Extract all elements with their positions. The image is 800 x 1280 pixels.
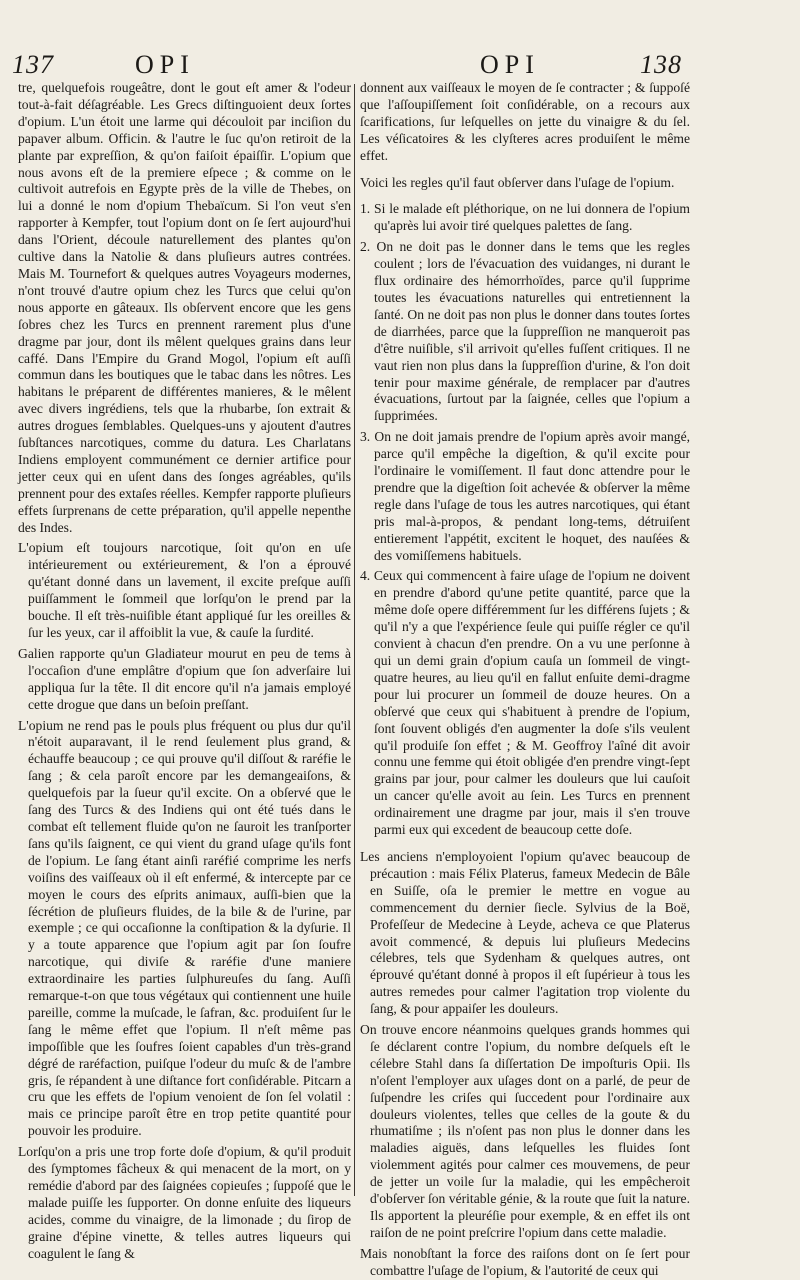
paragraph: Lorſqu'on a pris une trop forte doſe d'opium, & qu'il produit des ſymptomes fâcheux & qui menacent de la mort, on y remédie d'abord par des ſaignées copieuſes ; ſuppoſé que le malade puiſſe les ſupporter. On donne enſuite des liqueurs acides, comme du vinaigre, de la limonade ; du ſirop de graine d'épine vinette, & telles autres liqueurs qui coagulent le ſang & <box>18 1144 351 1261</box>
paragraph: tre, quelquefois rougeâtre, dont le gout eſt amer & l'odeur tout-à-fait déſagréable. Les Grecs diſtinguoient deux ſortes d'opium. L'un étoit une larme qui découloit par inciſion du papaver album. Officin. & l'autre le ſuc qu'on retiroit de la plante par expreſſion, & qu'on faiſoit épaiſſir. L'opium que nous avons eſt de la premiere eſpece ; & comme on le cultivoit autrefois en Egypte près de la ville de Thebes, on lui a donné le nom d'opium Thebaïcum. Si l'on veut s'en rapporter à Kempfer, tout l'opium dont on ſe ſert aujourd'hui dans l'Orient, découle naturellement des plantes qu'on cultive dans la Natolie & dans pluſieurs autres contrées. Mais M. Tournefort & quelques autres Voyageurs modernes, n'ont trouvé d'autre opium chez les Turcs que celui qu'on nous apporte en gâteaux. Ils obſervent encore que les gens ſobres chez les Turcs en prennent rarement plus d'une dragme par jour, dont ils mêlent quelques grains dans leur caffé. Dans l'Empire du Grand Mogol, l'opium eſt auſſi commun dans les boutiques que le tabac dans les nôtres. Les habitans le préparent de différentes manieres, & le mêlent avec divers ingrédiens, tels que la rhubarbe, ſon extrait & autres drogues ſemblables. Quelques-uns y ajoutent d'autres ſubſtances narcotiques, comme du datura. Les Charlatans Indiens employent communément ce dernier artifice pour jetter ceux qui en uſent dans des ſonges agréables, qu'ils prennent pour des extaſes réelles. Kempfer rapporte pluſieurs effets ſurprenans de cette préparation, qu'il appelle nepenthe des Indes. <box>18 80 351 535</box>
page-number-left: 137 <box>12 50 54 79</box>
paragraph: L'opium eſt toujours narcotique, ſoit qu'on en uſe intérieurement ou extérieurement, & l'on a éprouvé qu'étant donné dans un lavement, il excite preſque auſſi puiſſamment le ſommeil que lorſqu'on le prend par la bouche. Il eſt très-nuiſible étant appliqué ſur les oreilles & ſur les yeux, car il affoiblit la vue, & cauſe la ſurdité. <box>18 540 351 640</box>
headword-right: OPI <box>480 50 540 79</box>
page-number-right: 138 <box>640 50 682 79</box>
right-column <box>360 80 690 1278</box>
column-divider <box>354 84 355 1196</box>
running-header <box>0 50 800 82</box>
paragraph: Les anciens n'employoient l'opium qu'avec beaucoup de précaution : mais Félix Platerus, fameux Medecin de Bâle en Suiſſe, oſa le premier le mettre en vogue au commencement du dernier ſiecle. Sylvius de la Boë, Profeſſeur de Medecine à Leyde, acheva ce que Platerus avoit commencé, & depuis lui pluſieurs Medecins célebres, tels que Sydenham & quelques autres, ont éprouvé qu'étant donné à propos il eſt ſupérieur à tous les autres remedes pour calmer l'agitation trop violente du ſang, & pour appaiſer les douleurs. <box>360 848 690 1017</box>
headword-left: OPI <box>135 50 195 79</box>
numbered-rule: 3. On ne doit jamais prendre de l'opium après avoir mangé, parce qu'il empêche la digeſtion, & qu'il excite pour l'ordinaire le vomiſſement. Il faut donc attendre pour le prendre que la digeſtion ſoit achevée & obſerver la même regle dans l'uſage de tous les autres narcotiques, qui étant pris mal-à-propos, & pendant long-tems, détruiſent entierement l'appétit, excitent le hoquet, des nauſées & des vomiſſemens habituels. <box>360 429 690 563</box>
numbered-rule: 1. Si le malade eſt pléthorique, on ne lui donnera de l'opium qu'après lui avoir tiré quelques palettes de ſang. <box>360 201 690 234</box>
left-column <box>18 80 351 1261</box>
paragraph: donnent aux vaiſſeaux le moyen de ſe contracter ; & ſuppoſé que l'aſſoupiſſement ſoit conſidérable, on a recours aux ſcarifications, ſur leſquelles on jette du vinaigre & du ſel. Les véſicatoires & les clyſteres acres produiſent le même effet. <box>360 80 690 163</box>
numbered-rule: 4. Ceux qui commencent à faire uſage de l'opium ne doivent en prendre d'abord qu'une petite quantité, parce que la même doſe opere différemment ſur les différens ſujets ; & qu'il n'y a que l'expérience ſeule qui puiſſe régler ce qu'il convient à chacun d'en prendre. On a vu une perſonne à qui un demi grain d'opium cauſa un ſommeil de vingt-quatre heures, au lieu qu'il en fallut enſuite demi-dragme pour lui procurer un ſommeil de douze heures. On a obſervé que ceux qui s'habituent à prendre de l'opium, ſont ſouvent obligés d'en augmenter la doſe s'ils veulent qu'il produiſe ſon effet ; & M. Geoffroy l'aîné dit avoir connu une femme qui étoit obligée d'en prendre vingt-ſept grains par jour, pour calmer les douleurs que lui cauſoit un cancer qu'elle avoit au ſein. Les Turcs en prennent ordinairement une dragme par jour, mais il s'en trouve parmi eux qui excedent de beaucoup cette doſe. <box>360 568 690 838</box>
numbered-rule: 2. On ne doit pas le donner dans le tems que les regles coulent ; lors de l'évacuation des vuidanges, ni durant le flux ordinaire des hémorrhoïdes, parce qu'il ſupprime toutes les évacuations naturelles qui entretiennent la ſanté. On ne doit pas non plus le donner dans toutes ſortes de diarrhées, parce que la ſuppreſſion ne manqueroit pas d'être nuiſible, s'il arrivoit qu'elles fuſſent critiques. Il ne vaut rien non plus dans la ſuppreſſion d'urine, & l'on doit tenir pour maxime générale, de remplacer par d'autres évacuations, ſurtout par la ſaignée, celles que l'opium a ſupprimées. <box>360 239 690 424</box>
paragraph: Voici les regles qu'il faut obſerver dans l'uſage de l'opium. <box>360 174 675 190</box>
paragraph: L'opium ne rend pas le pouls plus fréquent ou plus dur qu'il n'étoit auparavant, il le rend ſeulement plus grand, & échauffe beaucoup ; ce qui prouve qu'il diſſout & raréfie le ſang ; & cela paroît encore par les demangeaiſons, & quelquefois par la ſueur qu'il excite. On a obſervé que le ſang des Turcs & des Indiens qui ont été tués dans le combat eſt tellement fluide qu'on ne ſauroit les tranſporter ſans qu'ils ſaignent, ce qui vient du grand uſage qu'ils font de l'opium. Le ſang étant ainſi raréfié comprime les nerfs voiſins des vaiſſeaux où il eſt enfermé, & intercepte par ce moyen le cours des eſprits animaux, auſſi-bien que la ſécrétion de pluſieurs fluides, de la bile & de l'urine, par exemple ; ce qui occaſionne la conſtipation & la dyſurie. Il y a toute apparence que l'opium agit par ſon ſoufre narcotique, qui diviſe & raréfie d'une maniere extraordinaire les parties ſulphureuſes du ſang. Auſſi remarque-t-on que tous végétaux qui contiennent une huile pareille, comme la muſcade, le ſafran, &c. produiſent ſur le ſang le même effet que l'opium. Il n'eſt même pas impoſſible que les ſoufres ſoient capables d'un très-grand dégré de raréfaction, puiſque l'odeur du muſc & de l'ambre gris, ſe répandent à une diſtance fort conſidérable. Pitcarn a cru que les effets de l'opium venoient de ſon ſel volatil : mais ce principe paroît être en trop petite quantité pour pouvoir les produire. <box>18 717 351 1139</box>
paragraph: Mais nonobſtant la force des raiſons dont on ſe ſert pour combattre l'uſage de l'opium, & l'autorité de ceux qui <box>360 1245 690 1278</box>
paragraph: On trouve encore néanmoins quelques grands hommes qui ſe déclarent contre l'opium, du nombre deſquels eſt le célebre Stahl dans ſa diſſertation De impoſturis Opii. Ils n'oſent l'employer aux uſages dont on a parlé, de peur de ſuſpendre les criſes qui ſuccedent pour l'ordinaire aux douleurs violentes, telles que celles de la goute & du rhumatiſme ; ils n'oſent pas non plus le donner dans les maladies aiguës, dans leſquelles les fluides ſont violemment agités pour calmer ces mouvemens, de peur de jetter un voile ſur la maladie, qui les empêcheroit d'obſerver ſon véritable génie, & la route que ſuit la nature. Ils apportent la pleuréſie pour exemple, & en effet ils ont raiſon de ne point preſcrire l'opium dans cette maladie. <box>360 1022 690 1240</box>
paragraph: Galien rapporte qu'un Gladiateur mourut en peu de tems à l'occaſion d'une emplâtre d'opium que ſon adverſaire lui appliqua ſur la tête. Il dit encore qu'il n'a jamais employé cette drogue que dans un beſoin preſſant. <box>18 645 351 712</box>
